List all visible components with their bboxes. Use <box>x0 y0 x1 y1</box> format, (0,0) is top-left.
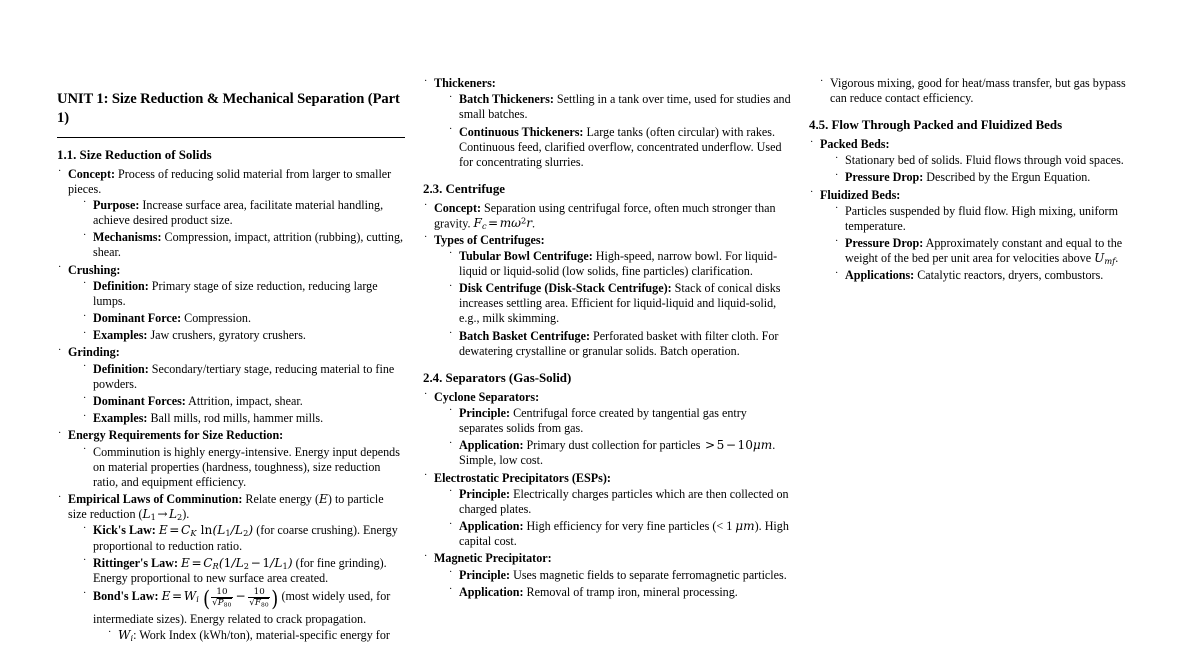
bullet-icon: · <box>810 187 814 199</box>
list-item <box>57 428 405 490</box>
item-text: Stationary bed of solids. Fluid flows through void spaces. <box>845 153 1124 168</box>
item-label: Application: <box>459 584 524 599</box>
bullet-icon: · <box>424 470 428 482</box>
sublist <box>434 92 791 170</box>
bullet-icon: · <box>449 91 453 103</box>
item-label: Types of Centrifuges: <box>434 232 545 247</box>
list-item <box>448 125 791 171</box>
item-label: Cyclone Separators: <box>434 389 540 404</box>
bullet-icon: · <box>58 427 62 439</box>
item-text: Jaw crushers, gyratory crushers. <box>147 328 306 343</box>
bullet-icon: · <box>424 389 428 401</box>
list-item <box>82 328 405 343</box>
list-item <box>809 137 1135 186</box>
section-heading-2-3: 2.3. Centrifuge <box>423 182 505 197</box>
bullet-icon: · <box>83 555 87 567</box>
list-item <box>423 76 791 170</box>
list-item <box>448 519 791 549</box>
item-label: Empirical Laws of Comminution: <box>68 492 243 507</box>
sublist <box>434 406 791 469</box>
list-item <box>448 329 791 359</box>
item-text: Primary stage of size reduction, reducing large lumps. <box>93 278 378 308</box>
bullet-icon: · <box>835 235 839 247</box>
list-item <box>448 438 791 468</box>
item-label: Fluidized Beds: <box>820 187 901 202</box>
list-item <box>448 406 791 436</box>
item-label: Pressure Drop: <box>845 170 924 185</box>
bullet-icon: · <box>58 491 62 503</box>
item-label: Principle: <box>459 405 511 420</box>
item-text: Secondary/tertiary stage, reducing material to fine powders. <box>93 361 395 391</box>
bullet-icon: · <box>83 444 87 455</box>
bullet-icon: · <box>108 627 112 639</box>
item-text: Attrition, impact, shear. <box>185 393 303 408</box>
list-item <box>57 167 405 261</box>
item-text: Approximately constant and equal to the weight of the bed per unit area for velocities above $U_{mf}$. <box>845 236 1123 267</box>
sublist <box>68 523 405 643</box>
column-2 <box>417 0 809 602</box>
item-label: Kick's Law: <box>93 523 156 538</box>
bullet-icon: · <box>449 567 453 579</box>
list-item <box>57 263 405 344</box>
item-label: Crushing: <box>68 262 121 277</box>
sublist <box>68 279 405 344</box>
list-item <box>82 588 405 643</box>
list-item <box>82 230 405 260</box>
item-text: Particles suspended by fluid flow. High mixing, uniform temperature. <box>845 203 1118 233</box>
item-label: Principle: <box>459 486 511 501</box>
list-continued <box>809 76 1135 106</box>
item-label: Examples: <box>93 328 148 343</box>
bullet-icon: · <box>449 584 453 596</box>
bullet-icon: · <box>83 410 87 422</box>
list-item <box>819 76 1135 106</box>
bullet-icon: · <box>820 75 824 87</box>
item-text: Large tanks (often circular) with rakes. Continuous feed, clarified overflow, concentrated underflow. Used for concentrating slurries. <box>459 124 782 169</box>
bullet-icon: · <box>83 229 87 241</box>
item-text: Process of reducing solid material from larger to smaller pieces. <box>68 166 392 196</box>
list-item <box>834 236 1135 266</box>
item-text: Catalytic reactors, dryers, combustors. <box>914 268 1104 283</box>
list-item <box>82 362 405 392</box>
item-text: Stack of conical disks increases settling area. Efficient for liquid-liquid and liquid-solid, e.g., milk skimming. <box>459 281 781 326</box>
list-section-4-5 <box>809 137 1135 284</box>
sublist <box>68 445 405 491</box>
item-text: $E = C_R(1/L_2 - 1/L_1)$ (for fine grinding). Energy proportional to new surface area created. <box>93 555 387 585</box>
list-item <box>834 204 1135 234</box>
list-item <box>834 153 1135 168</box>
title-divider <box>57 137 405 138</box>
bullet-icon: · <box>424 232 428 244</box>
section-heading-2-4: 2.4. Separators (Gas-Solid) <box>423 370 572 385</box>
item-text: Removal of tramp iron, mineral processing. <box>523 584 738 599</box>
item-label: Packed Beds: <box>820 137 890 152</box>
item-text: $W_i$: Work Index (kWh/ton), material-specific energy for <box>118 627 390 643</box>
list-item <box>423 201 791 232</box>
item-label: Pressure Drop: <box>845 236 924 251</box>
bullet-icon: · <box>83 310 87 322</box>
sublist <box>93 628 405 643</box>
item-label: Principle: <box>459 567 511 582</box>
list-item <box>82 198 405 228</box>
bullet-icon: · <box>810 136 814 148</box>
column-3 <box>809 0 1191 286</box>
item-label: Applications: <box>845 268 915 283</box>
item-text: High-speed, narrow bowl. For liquid-liquid or liquid-solid (low solids, fine particles) clarification. <box>459 248 778 278</box>
list-item <box>57 345 405 426</box>
item-label: Grinding: <box>68 345 120 360</box>
bullet-icon: · <box>835 169 839 181</box>
list-item <box>834 170 1135 185</box>
bullet-icon: · <box>449 486 453 498</box>
bullet-icon: · <box>835 267 839 279</box>
item-label: Continuous Thickeners: <box>459 124 584 139</box>
list-item <box>82 556 405 586</box>
list-item <box>448 92 791 122</box>
item-label: Batch Thickeners: <box>459 92 554 107</box>
list-item <box>107 628 405 643</box>
sublist <box>434 568 791 600</box>
list-item <box>423 233 791 359</box>
item-label: Magnetic Precipitator: <box>434 551 552 566</box>
sublist <box>68 198 405 261</box>
bullet-icon: · <box>449 280 453 292</box>
item-label: Disk Centrifuge (Disk-Stack Centrifuge): <box>459 281 672 296</box>
column-1 <box>0 0 417 645</box>
item-text: Increase surface area, facilitate material handling, achieve desired product size. <box>93 197 384 228</box>
section-heading-4-5: 4.5. Flow Through Packed and Fluidized Beds <box>809 118 1063 133</box>
bullet-icon: · <box>449 405 453 417</box>
item-label: Definition: <box>93 278 149 293</box>
item-label: Thickeners: <box>434 76 496 90</box>
item-text: Centrifugal force created by tangential gas entry separates solids from gas. <box>459 405 747 436</box>
bullet-icon: · <box>449 248 453 260</box>
item-label: Application: <box>459 438 524 453</box>
bullet-icon: · <box>83 327 87 339</box>
list-item <box>448 249 791 279</box>
item-label: Tubular Bowl Centrifuge: <box>459 248 593 263</box>
list-item <box>834 268 1135 283</box>
list-item <box>82 311 405 326</box>
item-label: Bond's Law: <box>93 589 159 604</box>
bullet-icon: · <box>449 124 453 136</box>
list-item <box>82 411 405 426</box>
item-text: Ball mills, rod mills, hammer mills. <box>147 411 324 426</box>
sublist <box>68 362 405 427</box>
list-section-2-4 <box>423 390 791 600</box>
sublist <box>820 204 1135 284</box>
item-text: Described by the Ergun Equation. <box>923 170 1091 185</box>
bullet-icon: · <box>424 75 428 87</box>
item-text: Primary dust collection for particles > 5 − 10μm. Simple, low cost. <box>459 438 776 468</box>
item-text: Uses magnetic fields to separate ferromagnetic particles. <box>510 567 787 582</box>
list-item <box>448 585 791 600</box>
bullet-icon: · <box>449 518 453 530</box>
list-item <box>82 279 405 309</box>
sublist <box>434 249 791 359</box>
bullet-icon: · <box>835 152 839 164</box>
item-text: Compression, impact, attrition (rubbing), cutting, shear. <box>93 230 404 260</box>
item-text: $E = C_K$ $\ln(L_1/L_2)$ (for coarse crushing). Energy proportional to reduction ratio. <box>93 523 398 553</box>
list-item <box>82 523 405 553</box>
bullet-icon: · <box>83 361 87 373</box>
list-item <box>448 487 791 517</box>
sublist <box>434 487 791 550</box>
item-text: Perforated basket with filter cloth. For dewatering crystalline or granular solids. Batch operation. <box>459 328 779 358</box>
page-title: UNIT 1: Size Reduction & Mechanical Separation (Part 1) <box>57 91 400 127</box>
item-text: High efficiency for very fine particles (< 1 μm). High capital cost. <box>459 519 789 549</box>
item-text: Comminution is highly energy-intensive. Energy input depends on material properties (hardness, toughness), size reduction ratio, and equipment efficiency. <box>93 444 400 489</box>
list-item <box>448 568 791 583</box>
list-item <box>423 551 791 600</box>
item-text: Settling in a tank over time, used for studies and small batches. <box>459 92 791 122</box>
item-label: Concept: <box>434 200 482 215</box>
list-thickeners <box>423 76 791 170</box>
item-label: Dominant Force: <box>93 311 182 326</box>
list-item <box>423 390 791 469</box>
item-text: Electrically charges particles which are then collected on charged plates. <box>459 486 789 516</box>
list-item <box>82 445 405 491</box>
bullet-icon: · <box>424 200 428 212</box>
sublist <box>820 153 1135 185</box>
item-text: Compression. <box>181 311 252 326</box>
bullet-icon: · <box>83 278 87 290</box>
list-item <box>57 492 405 643</box>
list-item <box>809 188 1135 284</box>
bullet-icon: · <box>58 344 62 356</box>
item-label: Purpose: <box>93 197 140 212</box>
item-text: Separation using centrifugal force, often much stronger than gravity. $F_c = m\omega^2r$. <box>434 200 776 232</box>
bullet-icon: · <box>83 587 87 599</box>
item-label: Application: <box>459 519 524 534</box>
bullet-icon: · <box>83 393 87 405</box>
list-section-1-1 <box>57 167 405 643</box>
section-heading-1-1: 1.1. Size Reduction of Solids <box>57 147 212 162</box>
list-item <box>423 471 791 550</box>
list-section-2-3 <box>423 201 791 359</box>
bullet-icon: · <box>449 328 453 340</box>
item-label: Rittinger's Law: <box>93 555 178 570</box>
item-label: Dominant Forces: <box>93 393 186 408</box>
item-label: Examples: <box>93 411 148 426</box>
item-text: $E = W_i$ ( $\frac{10}{√P_{80}}$ − $\frac{10}{√F_{80}}$ ) (most widely used, for intermediate sizes). Energy related to crack propagation. <box>93 586 391 626</box>
item-label: Electrostatic Precipitators (ESPs): <box>434 470 611 485</box>
item-text: Vigorous mixing, good for heat/mass transfer, but gas bypass can reduce contact efficiency. <box>830 76 1126 106</box>
item-text: Relate energy (E) to particle size reduction $(L_1 \to L_2)$. <box>68 492 384 522</box>
bullet-icon: · <box>83 522 87 534</box>
bullet-icon: · <box>424 550 428 562</box>
bullet-icon: · <box>83 197 87 209</box>
item-label: Definition: <box>93 361 149 376</box>
item-label: Mechanisms: <box>93 230 162 245</box>
bullet-icon: · <box>835 203 839 215</box>
list-item <box>82 394 405 409</box>
bullet-icon: · <box>449 437 453 449</box>
item-label: Concept: <box>68 166 116 181</box>
bullet-icon: · <box>58 262 62 274</box>
item-label: Energy Requirements for Size Reduction: <box>68 428 284 443</box>
bullet-icon: · <box>58 166 62 178</box>
list-item <box>448 281 791 327</box>
item-label: Batch Basket Centrifuge: <box>459 328 590 343</box>
